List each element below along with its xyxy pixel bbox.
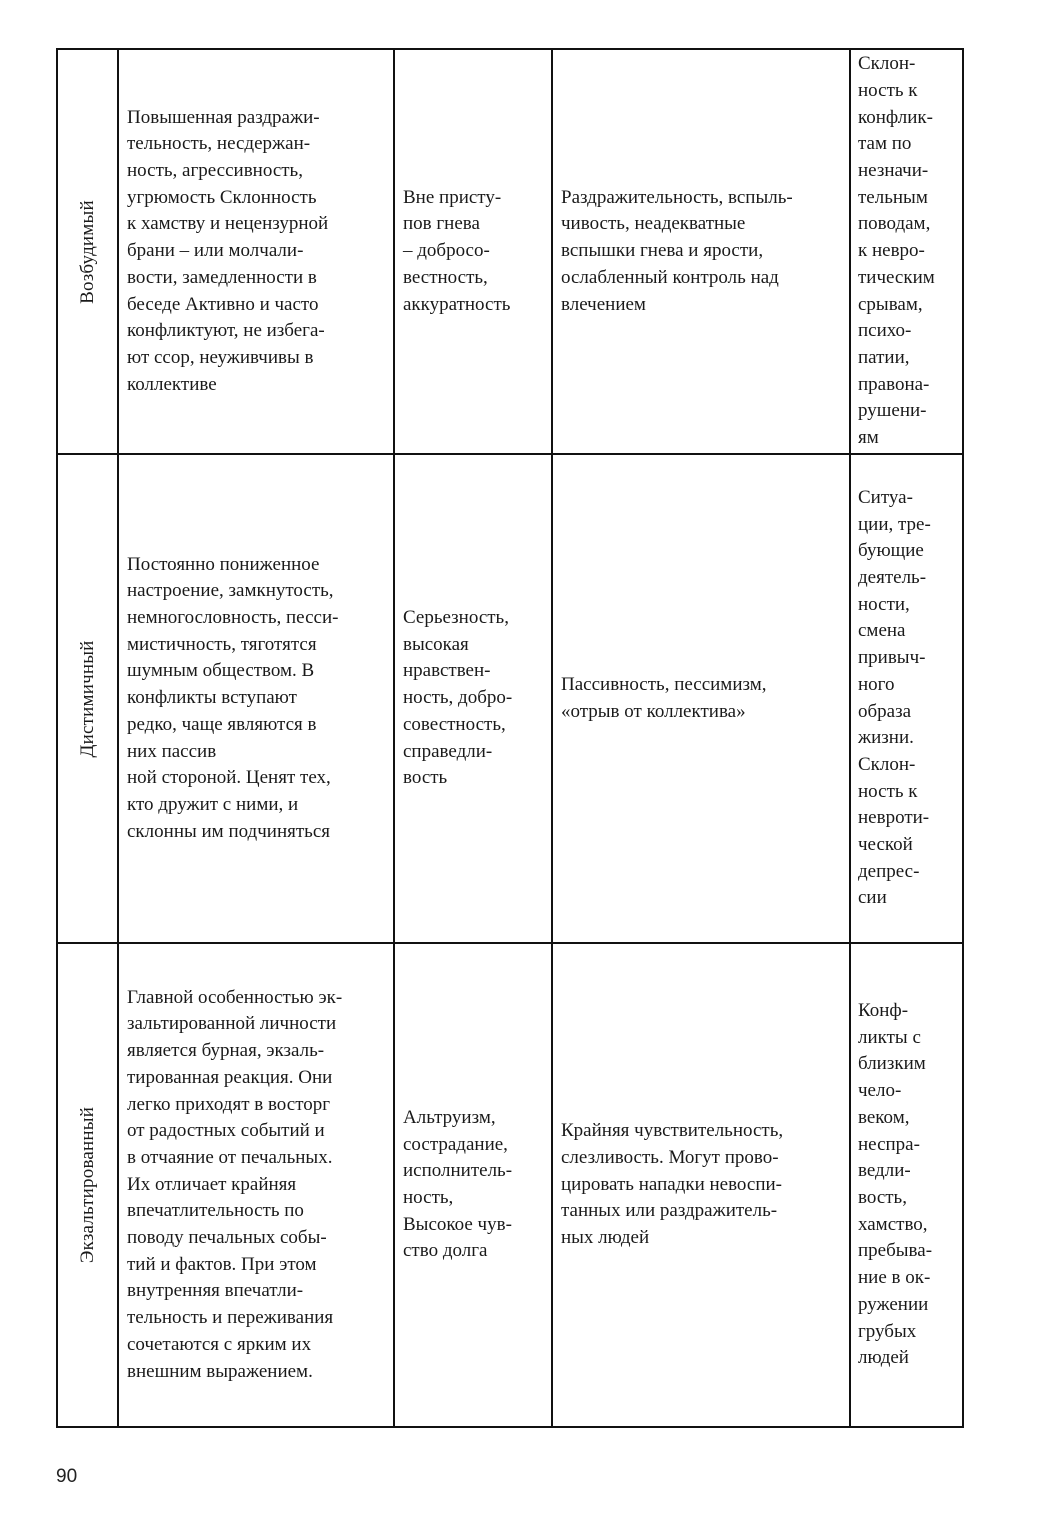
negative-traits-cell — [552, 49, 850, 454]
type-name: Дистимичный — [76, 639, 98, 758]
description-cell — [118, 49, 394, 454]
risk-text: Конф- ликты с близким чело- веком, неспра- ведли- вость, хамство, пребыва- ние в ок- ружении грубых людей — [858, 1000, 933, 1369]
description-text: Главной особенностью эк- зальтированной личности является бурная, экзаль- тированная реакция. Они легко приходят в восторг от радостных событий и в отчаяние от печальных. Их отличает крайняя впечатлительность по поводу печальных собы- тий и фактов. При этом внутренняя впечатли- тельность и переживания сочетаются с ярким их внешним выражением. — [127, 986, 343, 1382]
risk-cell — [850, 49, 963, 454]
table-row — [57, 454, 963, 943]
type-name: Экзальтированный — [76, 1106, 98, 1264]
type-name-cell — [57, 454, 118, 943]
risk-cell — [850, 943, 963, 1427]
temperament-table — [56, 48, 964, 1428]
table-row — [57, 943, 963, 1427]
type-name-cell — [57, 49, 118, 454]
risk-text: Ситуа- ции, тре- бующие деятель- ности, смена привыч- ного образа жизни. Склон- ность к невроти- ческой депрес- сии — [858, 486, 931, 909]
negative-traits-cell — [552, 454, 850, 943]
description-text: Повышенная раздражи- тельность, несдержан- ность, агрессивность, угрюмость Склонность к хамству и нецензурной брани – или молчали- вости, замедленности в беседе Активно и часто конфликтуют, не избега- ют ссор, неуживчивы в коллективе — [127, 106, 329, 395]
description-cell — [118, 943, 394, 1427]
negative-traits-text: Крайняя чувствительность, слезливость. Могут прово- цировать нападки невоспи- танных или раздражитель- ных людей — [561, 1120, 784, 1249]
positive-traits-cell — [394, 49, 552, 454]
table-row — [57, 49, 963, 454]
positive-traits-text: Альтруизм, сострадание, исполнитель- ность, Высокое чув- ство долга — [403, 1106, 513, 1262]
positive-traits-text: Вне присту- пов гнева – добросо- вестность, аккуратность — [403, 186, 511, 315]
description-cell — [118, 454, 394, 943]
type-name-cell — [57, 943, 118, 1427]
risk-text: Склон- ность к конфлик- там по незначи- тельным поводам, к невро- тическим срывам, психо- патии, правона- рушени- ям — [858, 53, 935, 449]
risk-cell — [850, 454, 963, 943]
negative-traits-text: Раздражительность, вспыль- чивость, неадекватные вспышки гнева и ярости, ослабленный контроль над влечением — [561, 186, 793, 315]
negative-traits-text: Пассивность, пессимизм, «отрыв от коллектива» — [561, 673, 767, 722]
description-text: Постоянно пониженное настроение, замкнутость, немногословность, песси- мистичность, тяготятся шумным обществом. В конфликты вступают редко, чаще являются в них пассив ной стороной. Ценят тех, кто дружит с ними, и склонны им подчиняться — [127, 553, 339, 842]
type-name: Возбудимый — [76, 199, 98, 304]
positive-traits-text: Серьезность, высокая нравствен- ность, добро- совестность, справедли- вость — [403, 607, 513, 789]
positive-traits-cell — [394, 943, 552, 1427]
positive-traits-cell — [394, 454, 552, 943]
negative-traits-cell — [552, 943, 850, 1427]
page-number: 90 — [56, 1466, 78, 1487]
